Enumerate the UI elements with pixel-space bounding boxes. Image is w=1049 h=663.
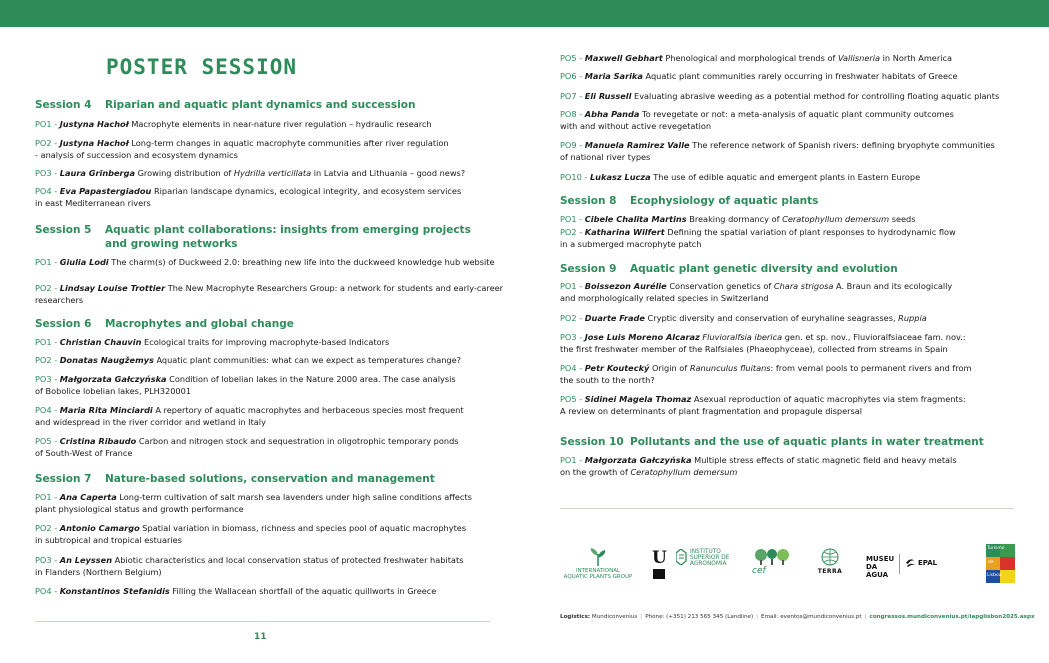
- poster-s9-po3: PO3 - Jose Luis Moreno Alcaraz Fluvioralfsia iberica gen. et sp. nov., Fluvioralfsiaceae fam. nov.: the first freshwater member of the Ralfsiales (Phaeophyceae), collected from streams in Spain: [560, 332, 966, 354]
- footer-contact: Logistics: Mundiconvenius | Phone: (+351) 213 565 345 (Landline) | Email: eventos@mundiconvenius.pt | congressos.mundiconvenius.pt/iapglisbon2025.aspx: [560, 614, 1035, 620]
- iapg-logo: INTERNATIONAL AQUATIC PLANTS GROUP: [560, 548, 636, 580]
- poster-s7-po1: PO1 - Ana Caperta Long-term cultivation of salt marsh sea lavenders under high saline conditions affects plant physiological status and growth performance: [35, 492, 472, 514]
- poster-s6-po3: PO3 - Małgorzata Gałczyńska Condition of lobelian lakes in the Nature 2000 area. The case analysis of Bobolice lobelian lakes, PLH320001: [35, 374, 456, 396]
- poster-s7-po8: PO8 - Abha Panda To revegetate or not: a meta-analysis of aquatic plant community outcomes with and without active revegetation: [560, 109, 954, 131]
- poster-s6-po5: PO5 - Cristina Ribaudo Carbon and nitrogen stock and sequestration in oligotrophic temporary ponds of South-West of France: [35, 436, 459, 458]
- session-7-heading: Session 7 Nature-based solutions, conservation and management: [35, 473, 435, 485]
- poster-s9-po4: PO4 - Petr Koutecký Origin of Ranunculus fluitans: from vernal pools to permanent rivers and from the south to the north?: [560, 363, 972, 385]
- poster-s7-po10: PO10 - Lukasz Lucza The use of edible aquatic and emergent plants in Eastern Europe: [560, 172, 921, 182]
- isa-emblem-icon: [676, 549, 687, 565]
- terra-logo: TERRA: [814, 548, 846, 575]
- top-banner: [0, 0, 1049, 27]
- page-number: 11: [254, 632, 267, 642]
- poster-s10-po1: PO1 - Małgorzata Gałczyńska Multiple stress effects of static magnetic field and heavy metals on the growth of Ceratophyllum demersum: [560, 455, 957, 477]
- page-title: POSTER SESSION: [106, 55, 298, 79]
- poster-s8-po2: PO2 - Katharina Wilfert Defining the spatial variation of plant responses to hydrodynamic flow in a submerged macrophyte patch: [560, 227, 956, 249]
- poster-s6-po2: PO2 - Donatas Naugžemys Aquatic plant communities: what can we expect as temperatures change?: [35, 355, 461, 365]
- session-4-heading: Session 4 Riparian and aquatic plant dynamics and succession: [35, 99, 416, 111]
- poster-s4-po2: PO2 - Justyna Hachoł Long-term changes in aquatic macrophyte communities after river regulation - analysis of succession and ecosystem dynamics: [35, 138, 449, 160]
- museu-agua-logo: MUSEU DA ÁGUA: [866, 555, 895, 579]
- epal-swirl-icon: [905, 557, 916, 568]
- footer-website-link[interactable]: congressos.mundiconvenius.pt/iapglisbon2025.aspx: [869, 614, 1035, 620]
- session-5-heading: Session 5 Aquatic plant collaborations: insights from emerging projects and growing networks: [35, 224, 471, 250]
- logo-separator: [899, 554, 900, 574]
- poster-s5-po2: PO2 - Lindsay Louise Trottier The New Macrophyte Researchers Group: a network for students and early-career researchers: [35, 283, 504, 305]
- poster-s4-po4: PO4 - Eva Papastergiadou Riparian landscape dynamics, ecological integrity, and ecosystem services in east Mediterranean rivers: [35, 186, 462, 208]
- right-divider: [560, 508, 1014, 509]
- poster-s9-po1: PO1 - Boissezon Aurélie Conservation genetics of Chara strigosa A. Braun and its ecologically and morphologically related species in Switzerland: [560, 281, 953, 303]
- ulisboa-logo: U: [652, 550, 666, 579]
- poster-s7-po4: PO4 - Konstantinos Stefanidis Filling the Wallacean shortfall of the aquatic quillworts in Greece: [35, 586, 437, 596]
- poster-s5-po1: PO1 - Giulia Lodi The charm(s) of Duckweed 2.0: breathing new life into the duckweed knowledge hub website: [35, 257, 495, 267]
- session-9-heading: Session 9 Aquatic plant genetic diversity and evolution: [560, 263, 898, 275]
- session-10-heading: Session 10 Pollutants and the use of aquatic plants in water treatment: [560, 436, 984, 448]
- poster-s6-po1: PO1 - Christian Chauvin Ecological traits for improving macrophyte-based Indicators: [35, 337, 390, 347]
- poster-s9-po5: PO5 - Sidinei Magela Thomaz Asexual reproduction of aquatic macrophytes via stem fragments: A review on determinants of plant fragmentation and propagule dispersal: [560, 394, 966, 416]
- session-8-heading: Session 8 Ecophysiology of aquatic plants: [560, 195, 819, 207]
- left-divider: [35, 621, 490, 622]
- poster-s6-po4: PO4 - Maria Rita Minciardi A repertory of aquatic macrophytes and herbaceous species most frequent and widespread in the river corridor and wetland in Italy: [35, 405, 464, 427]
- poster-s4-po3: PO3 - Laura Grīnberga Growing distribution of Hydrilla verticillata in Latvia and Lithuania – good news?: [35, 168, 466, 178]
- terra-globe-icon: [821, 548, 839, 566]
- poster-s7-po6: PO6 - Maria Sarika Aquatic plant communities rarely occurring in freshwater habitats of Greece: [560, 71, 958, 81]
- poster-s7-po9: PO9 - Manuela Ramirez Valle The reference network of Spanish rivers: defining bryophyte communities of national river types: [560, 140, 995, 162]
- session-6-heading: Session 6 Macrophytes and global change: [35, 318, 294, 330]
- poster-s7-po7: PO7 - Eli Russell Evaluating abrasive weeding as a potential method for controlling floating aquatic plants: [560, 91, 1000, 101]
- poster-s7-po5: PO5 - Maxwell Gebhart Phenological and morphological trends of Vallisneria in North America: [560, 53, 952, 63]
- poster-s9-po2: PO2 - Duarte Frade Cryptic diversity and conservation of euryhaline seagrasses, Ruppia: [560, 313, 927, 323]
- poster-s7-po3: PO3 - An Leyssen Abiotic characteristics and local conservation status of protected freshwater habitats in Flanders (Northern Belgium): [35, 555, 464, 577]
- poster-s8-po1: PO1 - Cibele Chalita Martins Breaking dormancy of Ceratophyllum demersum seeds: [560, 214, 916, 224]
- trees-icon: [754, 549, 790, 565]
- poster-s4-po1: PO1 - Justyna Hachoł Macrophyte elements in near-nature river regulation – hydraulic research: [35, 119, 432, 129]
- isa-logo: INSTITUTO SUPERIOR DE AGRONOMIA: [676, 549, 734, 568]
- epal-logo: EPAL: [905, 557, 945, 568]
- poster-s7-po2: PO2 - Antonio Camargo Spatial variation in biomass, richness and species pool of aquatic macrophytes in subtropical and tropical estuaries: [35, 523, 467, 545]
- plant-icon: [588, 548, 608, 566]
- cef-logo: cef: [752, 549, 792, 576]
- turismo-lisboa-logo: Turismo de Lisboa: [986, 544, 1015, 583]
- footer-email[interactable]: Email: eventos@mundiconvenius.pt: [761, 614, 862, 620]
